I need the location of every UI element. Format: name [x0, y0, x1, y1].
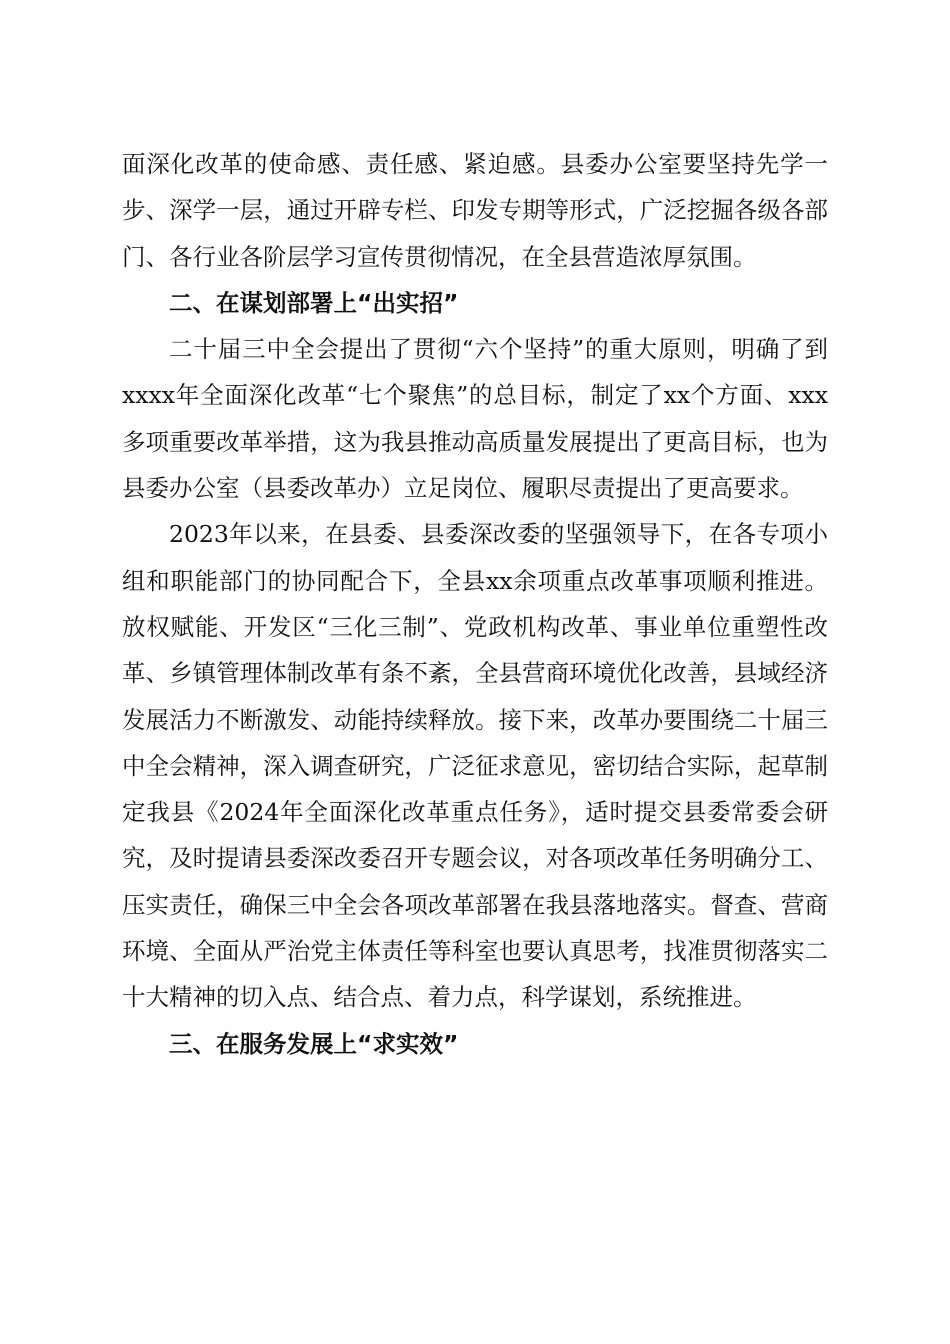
- paragraph-continuation: 面深化改革的使命感、责任感、紧迫感。县委办公室要坚持先学一步、深学一层，通过开辟专栏、印发专期等形式，广泛挖掘各级各部门、各行业各阶层学习宣传贯彻情况，在全县营造浓厚氛围。: [122, 150, 828, 271]
- paragraph-reform-progress: 2023年以来，在县委、县委深改委的坚强领导下，在各专项小组和职能部门的协同配合下，全县xx余项重点改革事项顺利推进。放权赋能、开发区“三化三制”、党政机构改革、事业单位重塑性改革、乡镇管理体制改革有条不紊，全县营商环境优化改善，县域经济发展活力不断激发、动能持续释放。接下来，改革办要围绕二十届三中全会精神，深入调查研究，广泛征求意见，密切结合实际，起草制定我县《2024年全面深化改革重点任务》，适时提交县委常委会研究，及时提请县委深改委召开专题会议，对各项改革任务明确分工、压实责任，确保三中全会各项改革部署在我县落地落实。督查、营商环境、全面从严治党主体责任等科室也要认真思考，找准贯彻落实二十大精神的切入点、结合点、着力点，科学谋划，系统推进。: [122, 520, 828, 1012]
- section-heading-2: 二、在谋划部署上“出实招”: [169, 288, 459, 317]
- section-heading-3: 三、在服务发展上“求实效”: [169, 1029, 459, 1058]
- paragraph-plenary-session: 二十届三中全会提出了贯彻“六个坚持”的重大原则，明确了到xxxx年全面深化改革“七个聚焦”的总目标，制定了xx个方面、xxx多项重要改革举措，这为我县推动高质量发展提出了更高目标，也为县委办公室（县委改革办）立足岗位、履职尽责提出了更高要求。: [122, 335, 828, 503]
- document-body: [122, 141, 828, 1067]
